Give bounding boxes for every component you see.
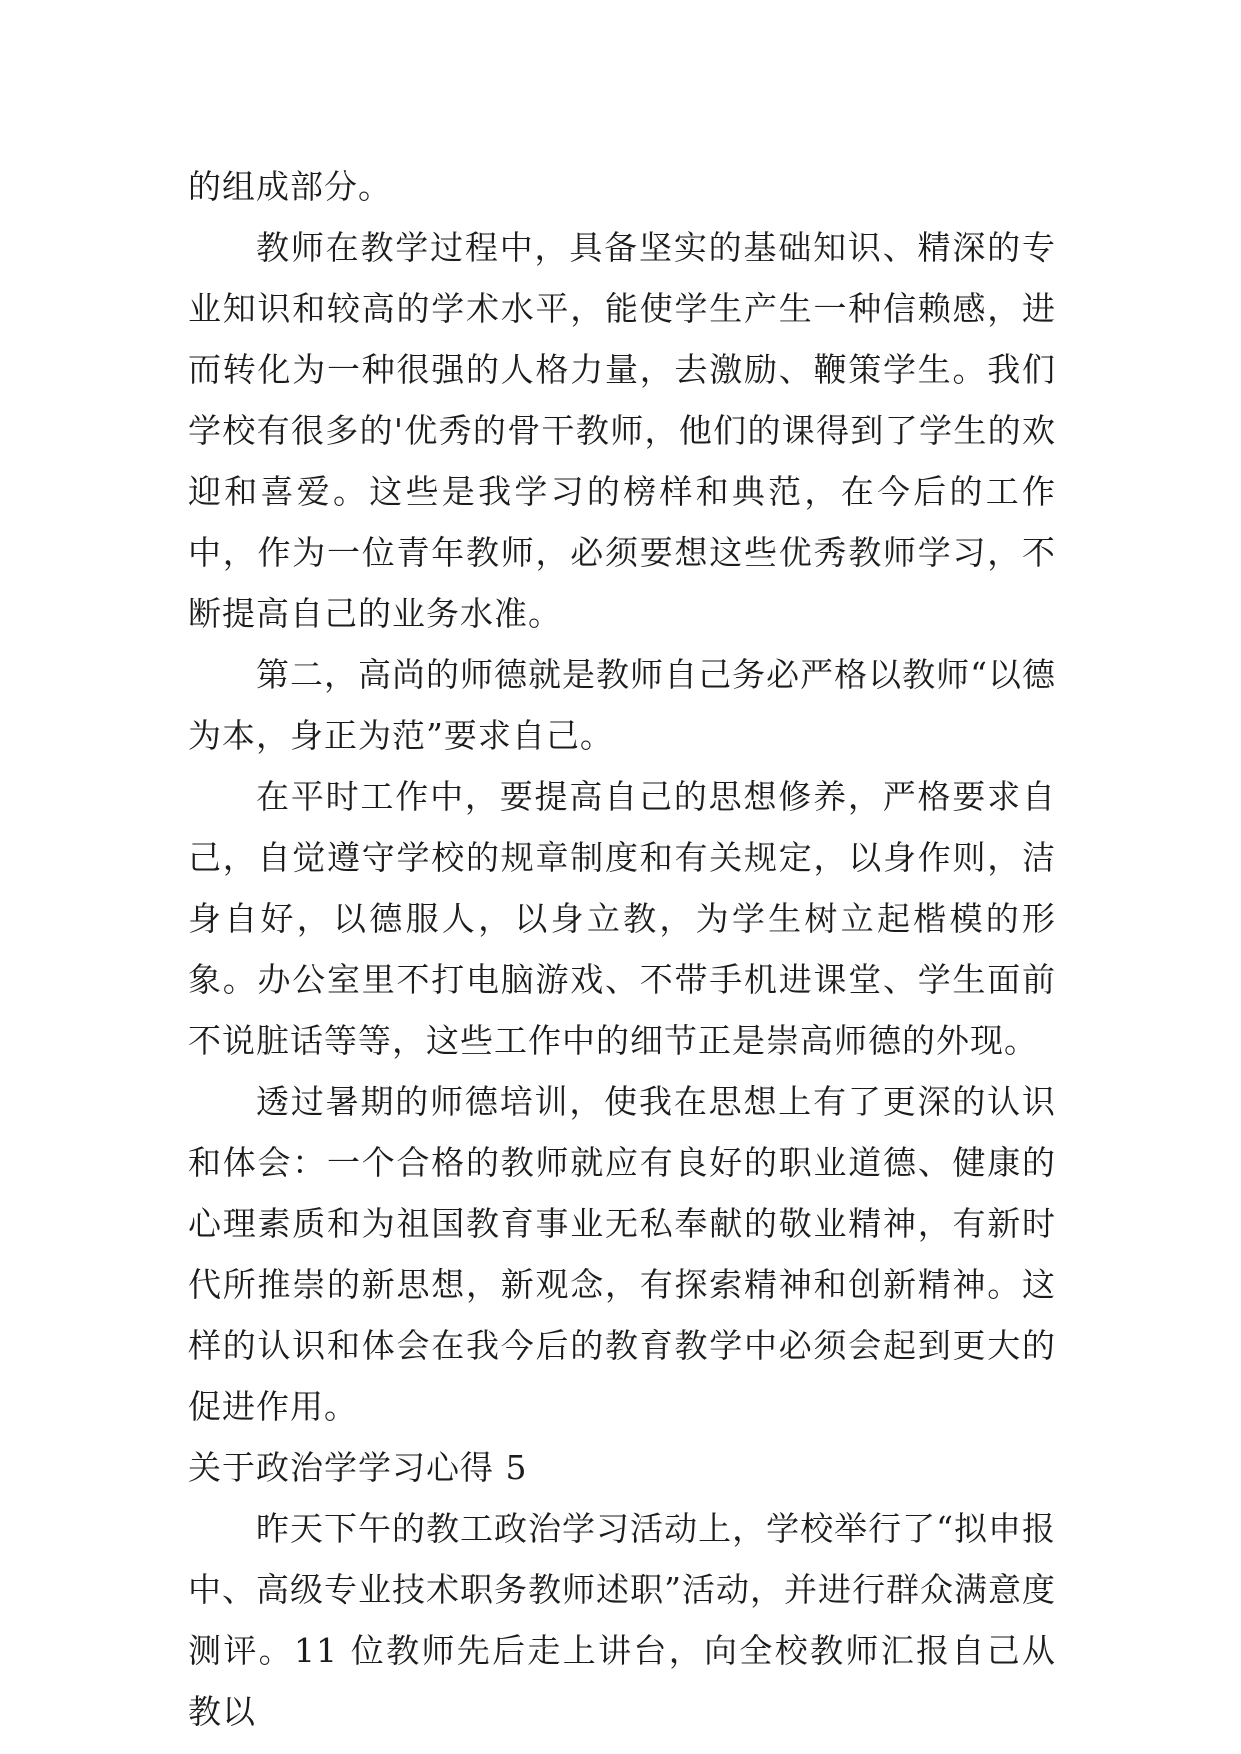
paragraph-activity-report: 昨天下午的教工政治学习活动上，学校举行了“拟申报中、高级专业技术职务教师述职”活动，并进行群众满意度测评。11 位教师先后走上讲台，向全校教师汇报自己从教以 (188, 1509, 1056, 1731)
paragraph-daily-work: 在平时工作中，要提高自己的思想修养，严格要求自己，自觉遵守学校的规章制度和有关规定，以身作则，洁身自好，以德服人，以身立教，为学生树立起楷模的形象。办公室里不打电脑游戏、不带手机进课堂、学生面前不说脏话等等，这些工作中的细节正是崇高师德的外现。 (188, 777, 1056, 1060)
paragraph-continuation: 的组成部分。 (188, 167, 392, 206)
document-body (188, 156, 1056, 1742)
paragraph-training-reflection: 透过暑期的师德培训，使我在思想上有了更深的认识和体会：一个合格的教师就应有良好的职业道德、健康的心理素质和为祖国教育事业无私奉献的敬业精神，有新时代所推崇的新思想，新观念，有探索精神和创新精神。这样的认识和体会在我今后的教育教学中必须会起到更大的促进作用。 (188, 1082, 1056, 1426)
section-heading: 关于政治学学习心得 5 (188, 1448, 528, 1487)
paragraph-teacher-knowledge: 教师在教学过程中，具备坚实的基础知识、精深的专业知识和较高的学术水平，能使学生产生一种信赖感，进而转化为一种很强的人格力量，去激励、鞭策学生。我们学校有很多的'优秀的骨干教师，他们的课得到了学生的欢迎和喜爱。这些是我学习的榜样和典范，在今后的工作中，作为一位青年教师，必须要想这些优秀教师学习，不断提高自己的业务水准。 (188, 228, 1056, 633)
paragraph-second-point: 第二，高尚的师德就是教师自己务必严格以教师“以德为本，身正为范”要求自己。 (188, 655, 1056, 755)
